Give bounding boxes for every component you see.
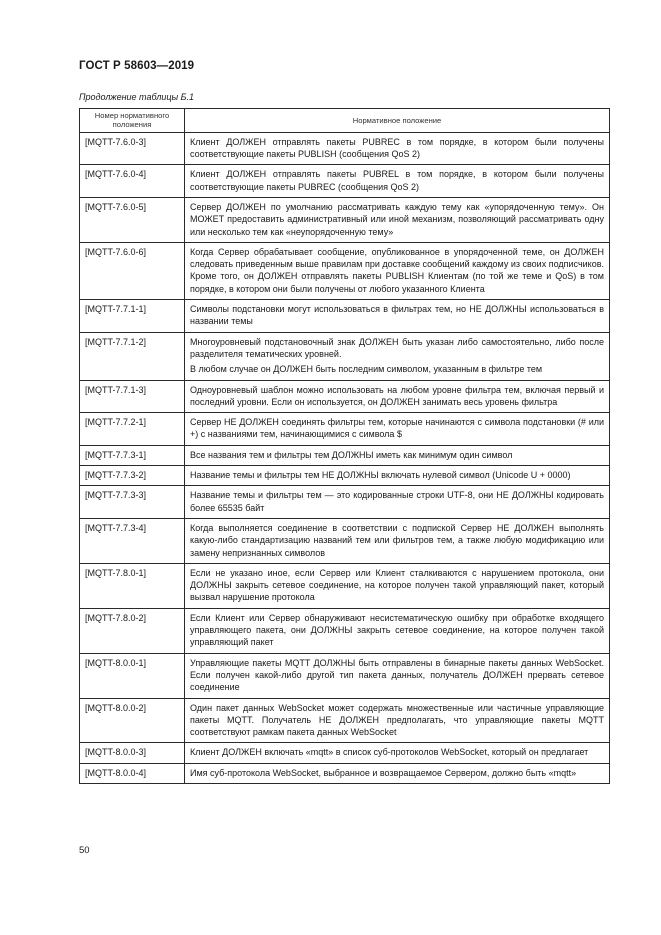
provision-text: Сервер НЕ ДОЛЖЕН соединять фильтры тем, которые начинаются с символа подстановки (# или +) с названиями тем, начинающимися с символа $ (190, 417, 604, 440)
provision-text-cell (185, 608, 610, 653)
table-row (80, 300, 610, 333)
table-row (80, 413, 610, 446)
provision-text-cell (185, 132, 610, 165)
provision-number: [MQTT-7.7.3-1] (80, 445, 185, 465)
provision-number: [MQTT-7.7.1-2] (80, 332, 185, 380)
provision-number: [MQTT-7.7.1-1] (80, 300, 185, 333)
provision-text-cell (185, 165, 610, 198)
provision-text: Если Клиент или Сервер обнаруживают несистематическую ошибку при обработке входящего управляющего пакета, они ДОЛЖНЫ закрыть сетевое соединение, на которое получен такой управляющий пакет (190, 612, 604, 648)
provision-text: В любом случае он ДОЛЖЕН быть последним символом, указанным в фильтре тем (190, 364, 543, 375)
table-row (80, 608, 610, 653)
provision-text-cell (185, 698, 610, 743)
provision-number: [MQTT-7.7.3-2] (80, 466, 185, 486)
table-row (80, 763, 610, 783)
provision-number: [MQTT-7.6.0-6] (80, 242, 185, 299)
provision-text-cell (185, 300, 610, 333)
provision-number: [MQTT-8.0.0-2] (80, 698, 185, 743)
provision-text-cell (185, 242, 610, 299)
table-row (80, 242, 610, 299)
table-row (80, 198, 610, 243)
provision-text-cell (185, 413, 610, 446)
provision-number: [MQTT-7.6.0-4] (80, 165, 185, 198)
table-row (80, 132, 610, 165)
provision-number: [MQTT-8.0.0-3] (80, 743, 185, 763)
table-row (80, 466, 610, 486)
requirements-table (79, 108, 610, 784)
provision-number: [MQTT-8.0.0-1] (80, 653, 185, 698)
provision-number: [MQTT-7.6.0-3] (80, 132, 185, 165)
provision-number: [MQTT-7.6.0-5] (80, 198, 185, 243)
table-row (80, 653, 610, 698)
standard-header: ГОСТ Р 58603—2019 (79, 60, 195, 72)
provision-number: [MQTT-7.7.2-1] (80, 413, 185, 446)
provision-number: [MQTT-7.7.3-4] (80, 518, 185, 563)
provision-text-cell (185, 332, 610, 380)
table-row (80, 165, 610, 198)
provision-text: Одноуровневый шаблон можно использовать на любом уровне фильтра тем, включая первый и последний уровни. Если он используется, он ДОЛЖЕН занимать весь уровень фильтра (190, 384, 604, 407)
provision-text-cell (185, 763, 610, 783)
page-number: 50 (79, 845, 90, 856)
table-header-row (80, 109, 610, 133)
column-header-provision: Нормативное положение (185, 109, 610, 133)
provision-text-cell (185, 653, 610, 698)
provision-text-cell (185, 198, 610, 243)
table-row (80, 486, 610, 519)
provision-text-cell (185, 486, 610, 519)
provision-text: Все названия тем и фильтры тем ДОЛЖНЫ иметь как минимум один символ (190, 449, 513, 460)
provision-text-cell (185, 743, 610, 763)
provision-text: Название темы и фильтры тем НЕ ДОЛЖНЫ включать нулевой символ (Unicode U + 0000) (190, 470, 571, 481)
provision-number: [MQTT-7.7.1-3] (80, 380, 185, 413)
provision-text: Если не указано иное, если Сервер или Клиент сталкиваются с нарушением протокола, они ДОЛЖНЫ закрыть сетевое соединение, на которое получен такой управляющий пакет, который вызвал нарушение протокола (190, 567, 604, 603)
provision-text: Имя суб-протокола WebSocket, выбранное и возвращаемое Сервером, должно быть «mqtt» (190, 767, 577, 778)
provision-text: Управляющие пакеты MQTT ДОЛЖНЫ быть отправлены в бинарные пакеты данных WebSocket. Если получен какой-либо другой тип пакета данных, получатель ДОЛЖЕН прервать сетевое соединение (190, 657, 604, 693)
provision-number: [MQTT-7.7.3-3] (80, 486, 185, 519)
provision-text: Многоуровневый подстановочный знак ДОЛЖЕН быть указан либо самостоятельно, либо после разделителя тематических уровней. (190, 336, 604, 359)
table-row (80, 743, 610, 763)
provision-text-cell (185, 563, 610, 608)
table-row (80, 698, 610, 743)
provision-text: Когда выполняется соединение в соответствии с подпиской Сервер НЕ ДОЛЖЕН выполнять какую-либо стандартизацию названий тем или фильтров тем, а также любую модификацию или замену непризнанных символов (190, 522, 604, 558)
provision-text: Один пакет данных WebSocket может содержать множественные или частичные управляющие пакеты MQTT. Получатель НЕ ДОЛЖЕН предполагать, что управляющие пакеты MQTT соответствуют рамкам пакета данных WebSocket (190, 702, 604, 738)
provision-text-cell (185, 445, 610, 465)
provision-text: Клиент ДОЛЖЕН отправлять пакеты PUBREC в том порядке, в котором были получены соответствующие пакеты PUBLISH (сообщения QoS 2) (190, 136, 604, 160)
table-row (80, 380, 610, 413)
provision-number: [MQTT-7.8.0-2] (80, 608, 185, 653)
provision-number: [MQTT-7.8.0-1] (80, 563, 185, 608)
provision-text: Клиент ДОЛЖЕН отправлять пакеты PUBREL в том порядке, в котором были получены соответствующие пакеты PUBREC (сообщения QoS 2) (190, 169, 604, 192)
column-header-number: Номер нормативного положения (80, 109, 185, 133)
provision-text: Название темы и фильтры тем — это кодированные строки UTF-8, они НЕ ДОЛЖНЫ кодировать более 65535 байт (190, 490, 604, 513)
provision-text: Символы подстановки могут использоваться в фильтрах тем, но НЕ ДОЛЖНЫ использоваться в названии темы (190, 304, 604, 327)
provision-text: Сервер ДОЛЖЕН по умолчанию рассматривать каждую тему как «упорядоченную тему». Он МОЖЕТ предоставить административный или иной механизм, позволяющий рассматривать одну или несколько тем как «неупорядоченную тему» (190, 202, 604, 237)
table-row (80, 332, 610, 380)
provision-text-cell (185, 466, 610, 486)
provision-text: Когда Сервер обрабатывает сообщение, опубликованное в упорядоченной теме, он ДОЛЖЕН следовать приведенным выше правилам при доставке сообщений каждому из своих подписчиков. Кроме того, он ДОЛЖЕН отправлять пакеты PUBLISH Клиентам (по той же теме и QoS) в том порядке, в котором они были получены от любого указанного Клиента (190, 246, 604, 294)
table-body (80, 132, 610, 783)
provision-text-cell (185, 518, 610, 563)
provision-text: Клиент ДОЛЖЕН включать «mqtt» в список суб-протоколов WebSocket, который он предлагает (190, 747, 589, 758)
table-row (80, 518, 610, 563)
provision-number: [MQTT-8.0.0-4] (80, 763, 185, 783)
provision-text-cell (185, 380, 610, 413)
table-row (80, 445, 610, 465)
table-row (80, 563, 610, 608)
table-caption: Продолжение таблицы Б.1 (79, 92, 195, 102)
